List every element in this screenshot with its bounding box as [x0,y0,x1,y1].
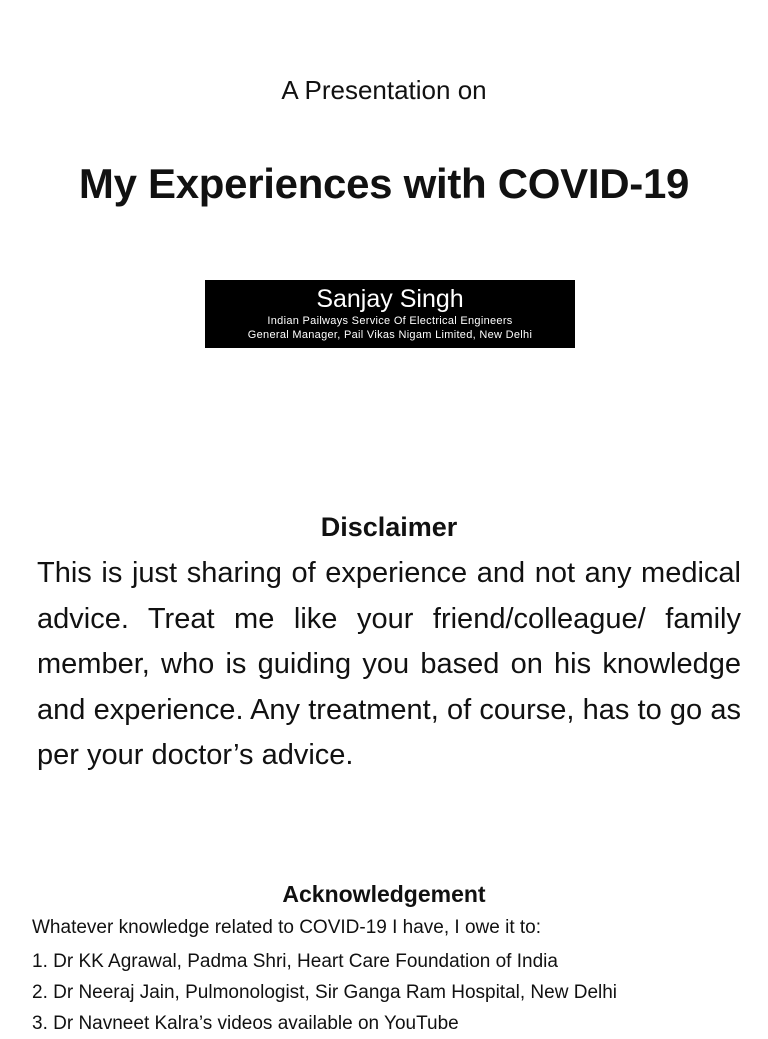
presentation-title: My Experiences with COVID-19 [78,160,690,207]
acknowledgement-list [32,946,752,1039]
disclaimer-text: This is just sharing of experience and not any medical advice. Treat me like your friend/colleague/ family member, who is guiding you based on his knowledge and experience. Any treatment, of course, has to go as per your doctor’s advice. [37,557,741,771]
disclaimer-heading: Disclaimer [320,512,458,542]
author-service: Indian Pailways Service Of Electrical Engineers [267,315,513,327]
list-item: 2. Dr Neeraj Jain, Pulmonologist, Sir Ganga Ram Hospital, New Delhi [32,982,618,1003]
author-box [205,280,575,348]
acknowledgement-heading: Acknowledgement [282,881,486,907]
acknowledgement-intro: Whatever knowledge related to COVID-19 I have, I owe it to: [32,917,542,938]
list-item: 3. Dr Navneet Kalra’s videos available on YouTube [32,1013,459,1034]
presentation-subtitle: A Presentation on [281,75,487,105]
list-item: 1. Dr KK Agrawal, Padma Shri, Heart Care Foundation of India [32,951,558,972]
author-position: General Manager, Pail Vikas Nigam Limited, New Delhi [247,329,533,341]
author-name: Sanjay Singh [316,285,464,313]
